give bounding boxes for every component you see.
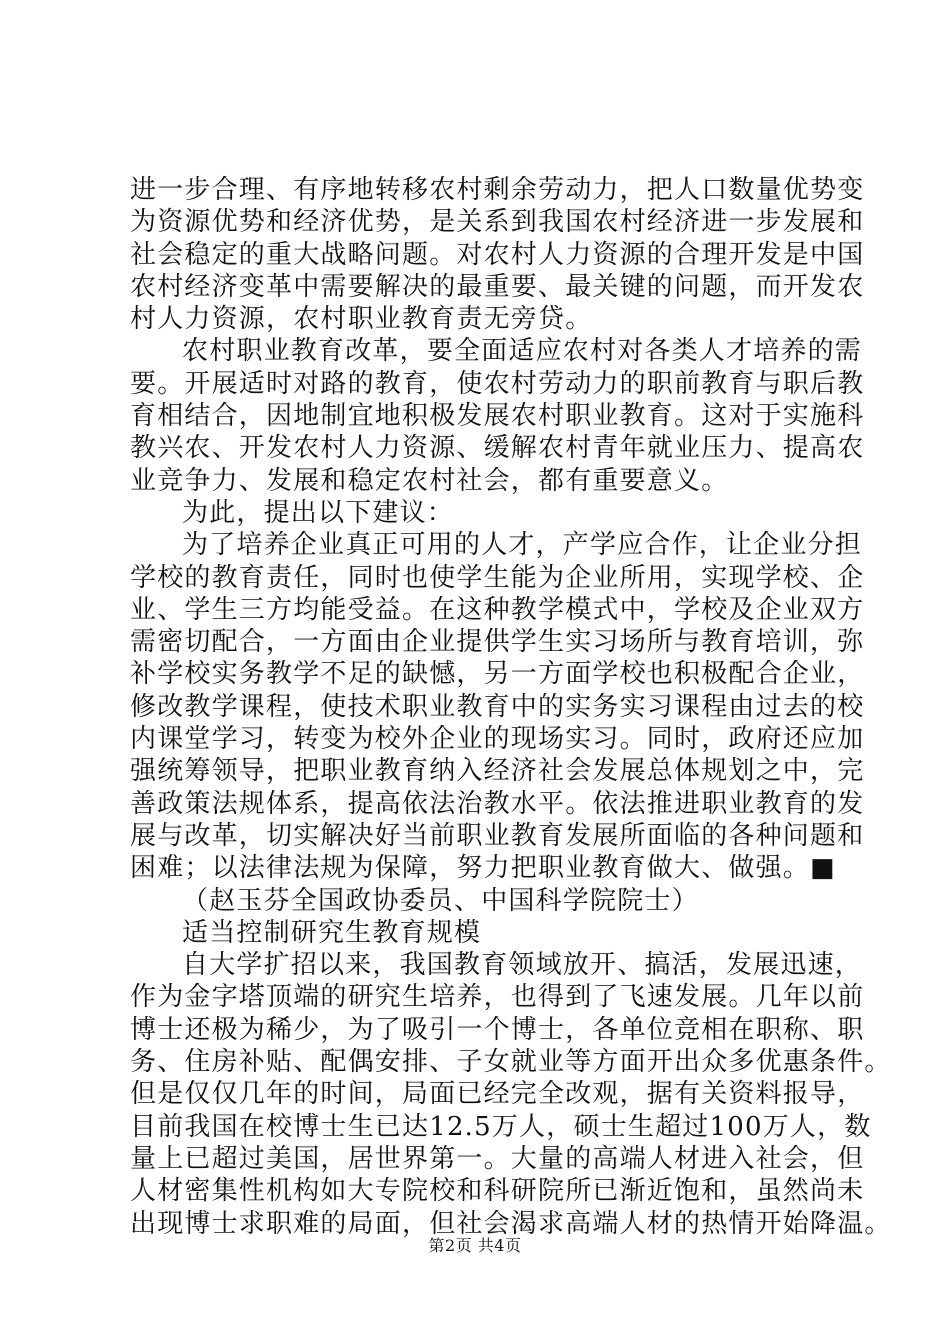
text-line: 教兴农、开发农村人力资源、缓解农村青年就业压力、提高农 <box>130 433 865 464</box>
document-body <box>130 174 892 1240</box>
paragraph-start-line: 自大学扩招以来，我国教育领域放开、搞活，发展迅速， <box>182 950 863 981</box>
text-line: 补学校实务教学不足的缺憾，另一方面学校也积极配合企业， <box>130 659 865 690</box>
text-line: 要。开展适时对路的教育，使农村劳动力的职前教育与职后教 <box>130 368 865 399</box>
text-line: 博士还极为稀少，为了吸引一个博士，各单位竞相在职称、职 <box>130 1014 865 1045</box>
page-number: 第2页 共4页 <box>428 1236 522 1255</box>
text-line: 育相结合，因地制宜地积极发展农村职业教育。这对于实施科 <box>130 401 865 432</box>
text-line: 作为金字塔顶端的研究生培养，也得到了飞速发展。几年以前 <box>130 982 865 1013</box>
text-line: 业、学生三方均能受益。在这种教学模式中，学校及企业双方 <box>130 594 865 625</box>
author-attribution: （赵玉芬全国政协委员、中国科学院院士） <box>182 885 699 916</box>
section-heading: 适当控制研究生教育规模 <box>182 917 482 948</box>
text-line: 学校的教育责任，同时也使学生能为企业所用，实现学校、企 <box>130 562 865 593</box>
text-line: 业竞争力、发展和稳定农村社会，都有重要意义。 <box>130 465 729 496</box>
text-line: 村人力资源，农村职业教育责无旁贷。 <box>130 304 593 335</box>
text-line: 量上已超过美国，居世界第一。大量的高端人材进入社会，但 <box>130 1143 865 1174</box>
text-line: 务、住房补贴、配偶安排、子女就业等方面开出众多优惠条件。 <box>130 1047 892 1078</box>
text-line: 善政策法规体系，提高依法治教水平。依法推进职业教育的发 <box>130 788 865 819</box>
paragraph-start-line: 为了培养企业真正可用的人才，产学应合作，让企业分担 <box>182 530 863 561</box>
text-line: 为资源优势和经济优势，是关系到我国农村经济进一步发展和 <box>130 207 865 238</box>
text-line: 展与改革，切实解决好当前职业教育发展所面临的各种问题和 <box>130 820 865 851</box>
text-line: 进一步合理、有序地转移农村剩余劳动力，把人口数量优势变 <box>130 175 865 205</box>
paragraph-start-line: 为此，提出以下建议： <box>182 497 455 528</box>
text-line: 修改教学课程，使技术职业教育中的实务实习课程由过去的校 <box>130 691 865 722</box>
text-line: 需密切配合，一方面由企业提供学生实习场所与教育培训，弥 <box>130 627 865 658</box>
text-line: 农村经济变革中需要解决的最重要、最关键的问题，而开发农 <box>130 271 865 302</box>
text-line: 但是仅仅几年的时间，局面已经完全改观，据有关资料报导， <box>130 1079 865 1110</box>
text-line: 人材密集性机构如大专院校和科研院所已渐近饱和，虽然尚未 <box>130 1176 865 1207</box>
text-line: 目前我国在校博士生已达12.5万人，硕士生超过100万人，数 <box>130 1111 872 1142</box>
text-line: 出现博士求职难的局面，但社会渴求高端人材的热情开始降温。 <box>130 1208 892 1239</box>
text-line: 内课堂学习，转变为校外企业的现场实习。同时，政府还应加 <box>130 724 865 755</box>
paragraph-start-line: 农村职业教育改革，要全面适应农村对各类人才培养的需 <box>182 336 863 367</box>
text-line: 强统筹领导，把职业教育纳入经济社会发展总体规划之中，完 <box>130 756 865 787</box>
text-line: 社会稳定的重大战略问题。对农村人力资源的合理开发是中国 <box>130 239 865 270</box>
text-line: 困难；以法律法规为保障，努力把职业教育做大、做强。■ <box>130 853 836 884</box>
